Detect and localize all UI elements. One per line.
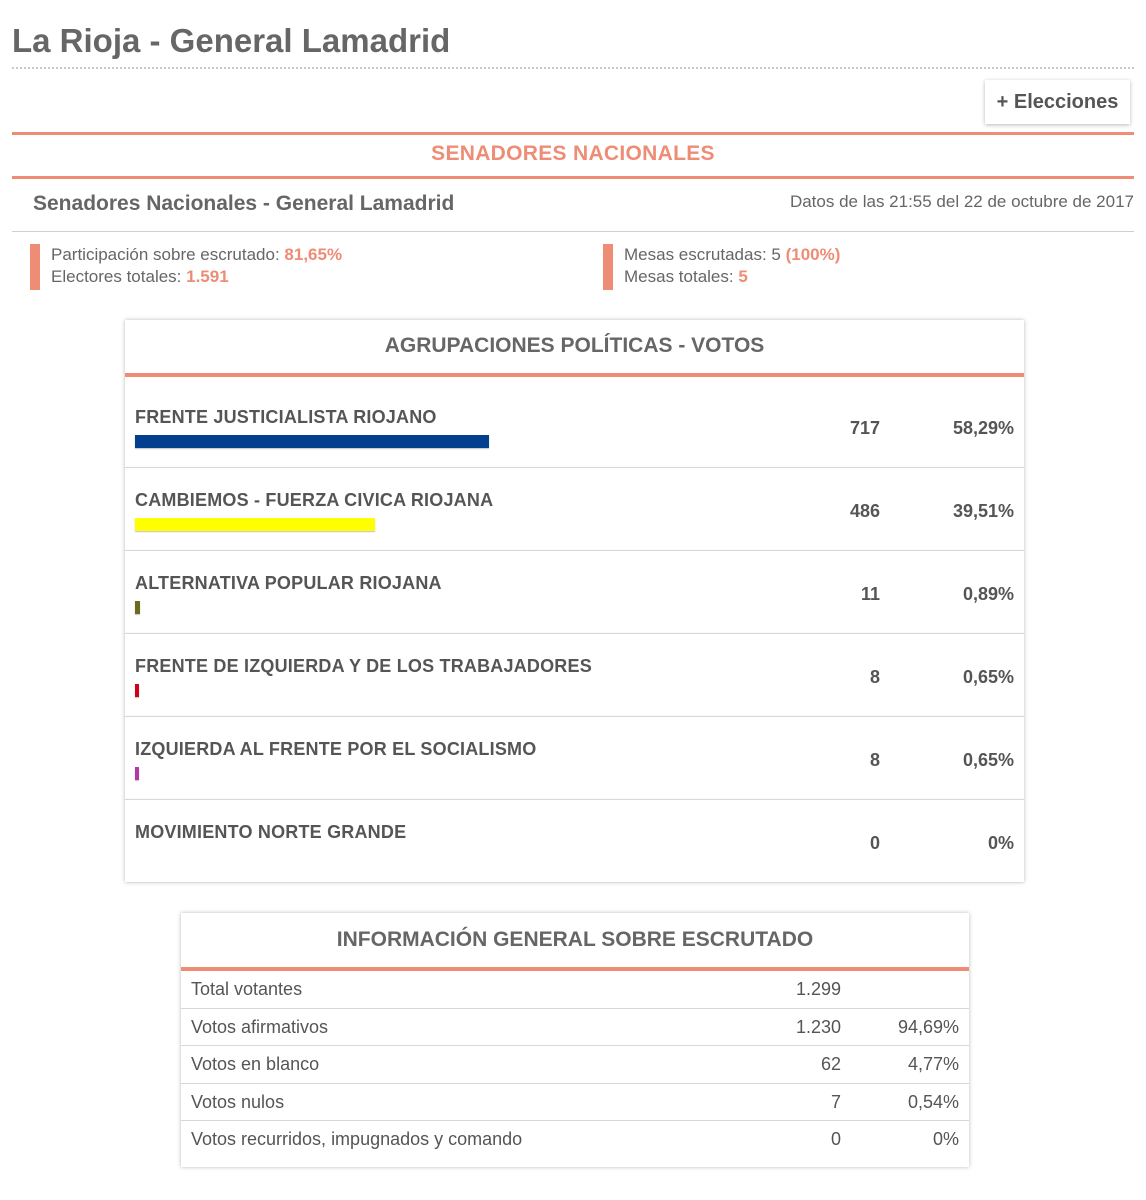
info-percentage: 0% [932,1129,959,1149]
info-percentage: 4,77% [907,1054,959,1074]
info-label: Total votantes [191,979,303,999]
info-value: 62 [820,1054,841,1074]
stat-accent-bar [603,244,613,290]
party-votes: 8 [869,667,880,687]
data-timestamp: Datos de las 21:55 del 22 de octubre de 2017 [789,192,1134,211]
participation-value: 81,65% [284,245,343,264]
party-percentage: 0,89% [962,584,1014,604]
info-card-title: INFORMACIÓN GENERAL SOBRE ESCRUTADO [181,913,969,971]
section-top-rule [12,132,1134,135]
party-percentage: 39,51% [952,501,1014,521]
party-name: FRENTE JUSTICIALISTA RIOJANO [135,407,437,427]
party-vote-bar [135,518,375,531]
info-value: 1.230 [795,1016,841,1037]
party-name: CAMBIEMOS - FUERZA CIVICA RIOJANA [135,490,494,510]
participation-label: Participación sobre escrutado: [51,245,285,264]
party-votes: 486 [849,501,880,521]
party-vote-bar [135,684,139,697]
party-vote-bar [135,767,139,780]
party-row [125,468,1024,551]
party-name: IZQUIERDA AL FRENTE POR EL SOCIALISMO [135,739,537,759]
party-name: FRENTE DE IZQUIERDA Y DE LOS TRABAJADORES [135,656,592,676]
party-votes: 11 [860,584,880,604]
party-row [125,385,1024,468]
electors-label: Electores totales: [51,267,187,286]
party-votes: 0 [869,833,880,853]
party-row [125,551,1024,634]
party-percentage: 0% [987,833,1014,853]
info-row [181,1046,969,1084]
info-value: 1.299 [795,979,841,999]
info-card [181,913,969,1167]
party-vote-bar [135,601,140,614]
party-name: ALTERNATIVA POPULAR RIOJANA [135,573,442,593]
info-label: Votos nulos [191,1091,285,1112]
participation-line [51,244,342,266]
electors-line [51,266,342,288]
mesas-escrutadas-label: Mesas escrutadas: 5 [624,245,786,264]
info-row [181,1084,969,1122]
mesas-escrutadas-pct: (100%) [785,245,841,264]
participation-stats [30,244,342,290]
section-bottom-rule [12,176,1134,179]
mesas-totales-value: 5 [738,267,748,286]
section-subtitle: Senadores Nacionales - General Lamadrid [33,192,455,215]
elecciones-button[interactable]: + Elecciones [985,80,1130,124]
info-list [181,971,969,1159]
info-label: Votos recurridos, impugnados y comando [191,1129,523,1149]
party-row [125,634,1024,717]
info-row [181,1009,969,1047]
party-percentage: 58,29% [952,418,1014,438]
info-value: 7 [830,1091,841,1112]
party-percentage: 0,65% [962,667,1014,687]
info-row [181,1121,969,1159]
mesas-escrutadas-line [624,244,840,266]
stat-accent-bar [30,244,40,290]
title-divider [12,67,1134,69]
party-row [125,717,1024,800]
party-name: MOVIMIENTO NORTE GRANDE [135,822,407,842]
info-percentage: 0,54% [907,1091,959,1112]
party-percentage: 0,65% [962,750,1014,770]
party-list [125,385,1024,883]
info-label: Votos afirmativos [191,1016,329,1037]
info-label: Votos en blanco [191,1054,320,1074]
info-row [181,971,969,1009]
parties-card-title: AGRUPACIONES POLÍTICAS - VOTOS [125,320,1024,377]
electors-value: 1.591 [186,267,229,286]
subtitle-divider [12,231,1134,232]
parties-card [125,320,1024,882]
section-title: SENADORES NACIONALES [431,142,715,165]
party-votes: 717 [849,418,880,438]
party-votes: 8 [869,750,880,770]
mesas-totales-line [624,266,840,288]
info-percentage: 94,69% [897,1016,959,1037]
info-value: 0 [830,1129,841,1149]
page-title: La Rioja - General Lamadrid [12,22,451,59]
party-vote-bar [135,435,489,448]
party-row [125,800,1024,883]
mesas-totales-label: Mesas totales: [624,267,739,286]
mesas-stats [603,244,840,290]
